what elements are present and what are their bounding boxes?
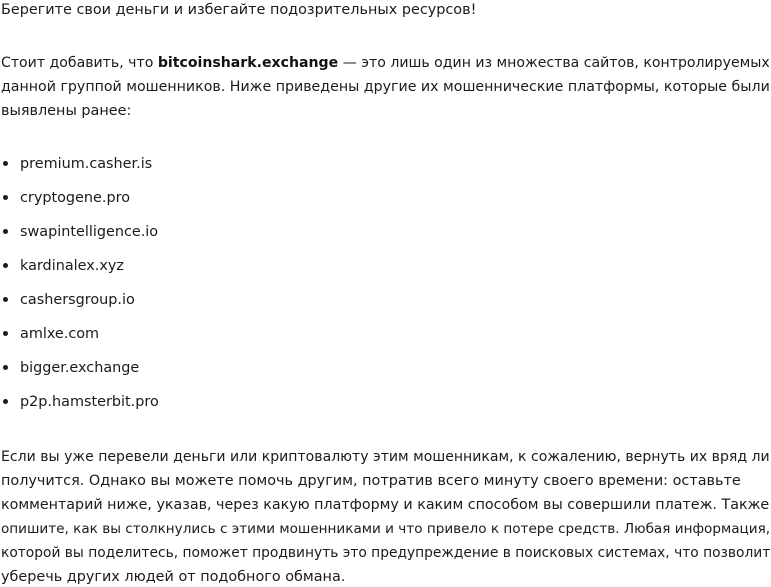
bullet-icon [3,229,8,234]
bullet-icon [3,365,8,370]
list-item [0,222,159,256]
site-name: premium.casher.is [20,156,153,172]
list-item [0,392,159,426]
bullet-icon [3,263,8,268]
site-name: bigger.exchange [20,360,140,376]
paragraph-1-line-1 [1,53,770,73]
paragraph-1-line-3: выявлены ранее: [1,103,132,119]
highlighted-domain: bitcoinshark.exchange [157,55,339,71]
paragraph-2-line-3: комментарий ниже, указав, через какую платформу и каким способом вы совершили платеж. Также [1,497,770,513]
bullet-icon [3,297,8,302]
paragraph-1-line-2: данной группой мошенников. Ниже приведены другие их мошеннические платформы, которые были [1,79,770,95]
site-name: amlxe.com [20,326,100,342]
paragraph-1-text-before: Стоит добавить, что [1,55,158,71]
paragraph-2-line-2: получится. Однако вы можете помочь другим, потратив всего минуту своего времени: оставьте [1,473,741,489]
site-name: p2p.hamsterbit.pro [20,394,159,410]
list-item [0,324,159,358]
list-item [0,256,159,290]
list-item [0,188,159,222]
list-item [0,290,159,324]
bullet-icon [3,399,8,404]
paragraph-2-line-5: которой вы поделитесь, поможет продвинуть это предупреждение в поисковых системах, что позволит [1,545,771,561]
scam-sites-list [0,154,159,426]
site-name: kardinalex.xyz [20,258,124,274]
site-name: swapintelligence.io [20,224,159,240]
paragraph-2-line-1: Если вы уже перевели деньги или криптовалюту этим мошенникам, к сожалению, вернуть их вряд ли [1,449,770,465]
site-name: cashersgroup.io [20,292,135,308]
bullet-icon [3,195,8,200]
bullet-icon [3,161,8,166]
list-item [0,358,159,392]
bullet-icon [3,331,8,336]
paragraph-1-text-after: — это лишь один из множества сайтов, контролируемых [338,55,770,71]
paragraph-2-line-4: опишите, как вы столкнулись с этими мошенниками и что привело к потере средств. Любая информация, [1,521,771,537]
paragraph-2-line-6: уберечь других людей от подобного обмана. [1,569,346,585]
list-item [0,154,159,188]
site-name: cryptogene.pro [20,190,131,206]
intro-text: Берегите свои деньги и избегайте подозрительных ресурсов! [1,2,477,18]
